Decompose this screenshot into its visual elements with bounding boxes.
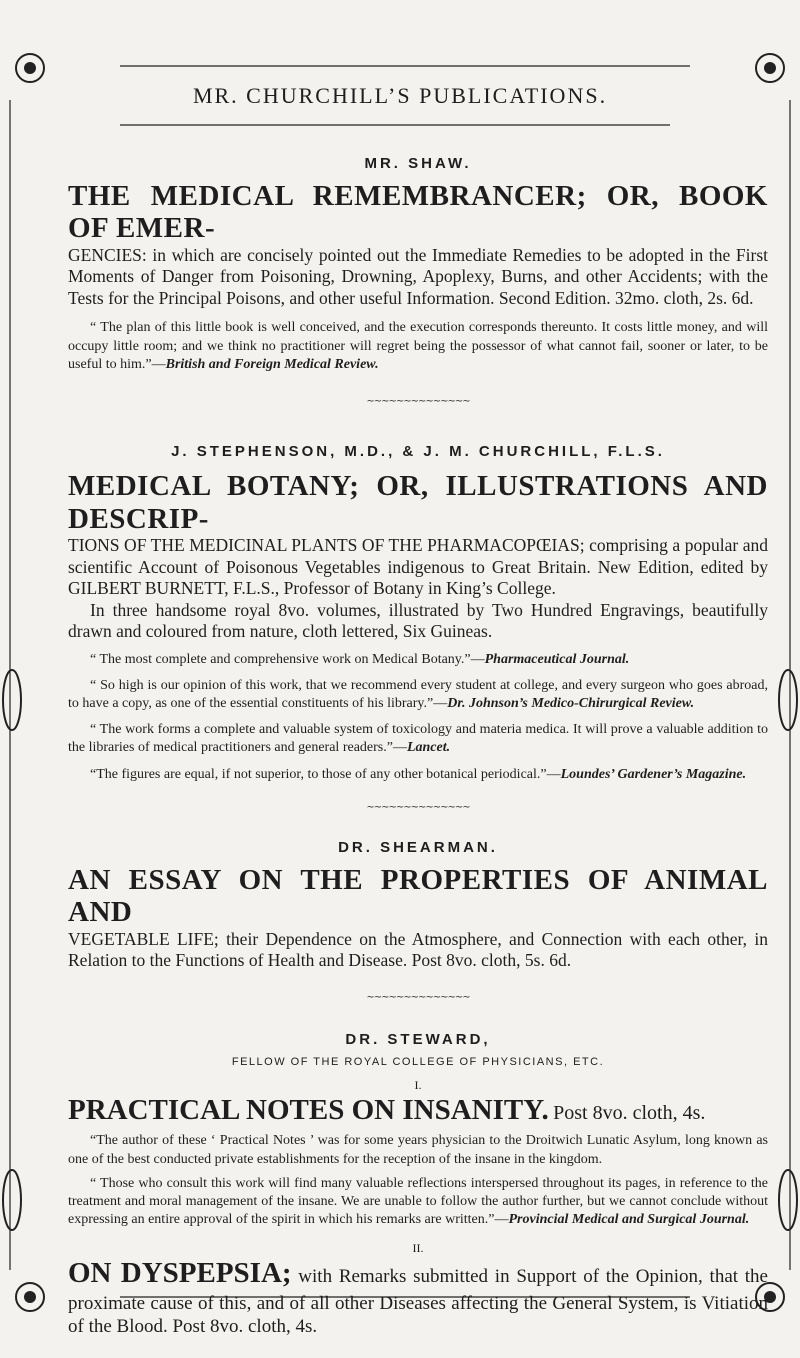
- page-content: [68, 155, 768, 1339]
- shearman-entry: [68, 839, 768, 972]
- steward-quote-2: “ Those who consult this work will find many valuable reflections interspersed throughout its pages, in reference to the treatment and moral management of the insane. We are unable to follow the author further, but we cannot conclude without expressing an entire approval of the spirit in which his remarks are written.”—Provincial Medical and Surgical Journal.: [68, 1175, 768, 1228]
- stephenson-quote-4: “The figures are equal, if not superior, to those of any other botanical periodical.”—Loundes’ Gardener’s Magazine.: [90, 766, 747, 782]
- shaw-title: THE MEDICAL REMEMBRANCER; OR, BOOK OF EMER-: [68, 180, 768, 245]
- steward-title-2: ON DYSPEPSIA; with Remarks submitted in Support of the Opinion, that the proximate cause of this, and of all other Diseases affecting the General System, is Vitiation of the Blood. Post 8vo. cloth, 4s.: [68, 1257, 768, 1338]
- stephenson-body-2: In three handsome royal 8vo. volumes, illustrated by Two Hundred Engravings, beautifully drawn and coloured from nature, cloth lettered, Six Guineas.: [68, 599, 768, 642]
- shaw-quote: “ The plan of this little book is well conceived, and the execution corresponds thereunto. It costs little money, and will occupy little room; and we think no practitioner will regret being the possessor of what cannot fail, sooner or later, to be useful to him.”—British and Foreign Medical Review.: [68, 320, 768, 372]
- stephenson-author: J. STEPHENSON, M.D., & J. M. CHURCHILL, F.L.S.: [171, 443, 665, 461]
- shaw-author: MR. SHAW.: [364, 155, 472, 172]
- stephenson-body-1: TIONS OF THE MEDICINAL PLANTS OF THE PHARMACOPŒIAS; comprising a popular and scientific Account of Poisonous Vegetables indigenous to Great Britain. New Edition, edited by GILBERT BURNETT, F.L.S., Professor of Botany in King’s College.: [68, 534, 768, 599]
- stephenson-title: MEDICAL BOTANY; OR, ILLUSTRATIONS AND DESCRIP-: [68, 470, 768, 535]
- stephenson-entry: [68, 443, 768, 784]
- stephenson-quote-2: “ So high is our opinion of this work, that we recommend every student at college, and every surgeon who goes abroad, to have a copy, as one of the essential constituents of his library.”—Dr. Johnson’s Medico-Chirurgical Review.: [68, 677, 768, 711]
- divider-1: ∼∼∼∼∼∼∼∼∼∼∼∼∼∼: [366, 396, 470, 408]
- steward-subline: FELLOW OF THE ROYAL COLLEGE OF PHYSICIANS, ETC.: [231, 1055, 605, 1068]
- shearman-author: DR. SHEARMAN.: [338, 838, 498, 856]
- shaw-body: GENCIES: in which are concisely pointed out the Immediate Remedies to be adopted in the First Moments of Danger from Poisoning, Drowning, Apoplexy, Burns, and other Accidents; with the Tests for the Principal Poisons, and other useful Information. Second Edition. 32mo. cloth, 2s. 6d.: [68, 244, 768, 308]
- steward-quote-1: “The author of these ‘ Practical Notes ’ was for some years physician to the Droitwich Lunatic Asylum, long known as one of the best conducted private establishments for the reception of the insane in the kingdom.: [68, 1133, 768, 1167]
- shearman-title: AN ESSAY ON THE PROPERTIES OF ANIMAL AND: [68, 863, 768, 929]
- steward-author: DR. STEWARD,: [345, 1030, 491, 1048]
- steward-title-1: PRACTICAL NOTES ON INSANITY. Post 8vo. cloth, 4s.: [68, 1093, 706, 1126]
- stephenson-quote-3: “ The work forms a complete and valuable system of toxicology and materia medica. It will prove a valuable addition to the libraries of medical practitioners and general readers.”—Lancet.: [68, 722, 768, 756]
- page-header: [0, 83, 800, 109]
- divider-3: ∼∼∼∼∼∼∼∼∼∼∼∼∼∼: [366, 991, 470, 1003]
- divider-2: ∼∼∼∼∼∼∼∼∼∼∼∼∼∼: [366, 801, 470, 813]
- stephenson-quote-1: “ The most complete and comprehensive work on Medical Botany.”—Pharmaceutical Journal.: [90, 651, 630, 667]
- numeral-one: I.: [414, 1077, 422, 1092]
- numeral-two: II.: [412, 1241, 424, 1256]
- header-title: MR. CHURCHILL’S PUBLICATIONS.: [192, 83, 608, 108]
- shearman-body: VEGETABLE LIFE; their Dependence on the Atmosphere, and Connection with each other, in Relation to the Functions of Health and Disease. Post 8vo. cloth, 5s. 6d.: [68, 928, 768, 971]
- shaw-entry: [68, 155, 768, 374]
- steward-entry: [68, 1031, 768, 1339]
